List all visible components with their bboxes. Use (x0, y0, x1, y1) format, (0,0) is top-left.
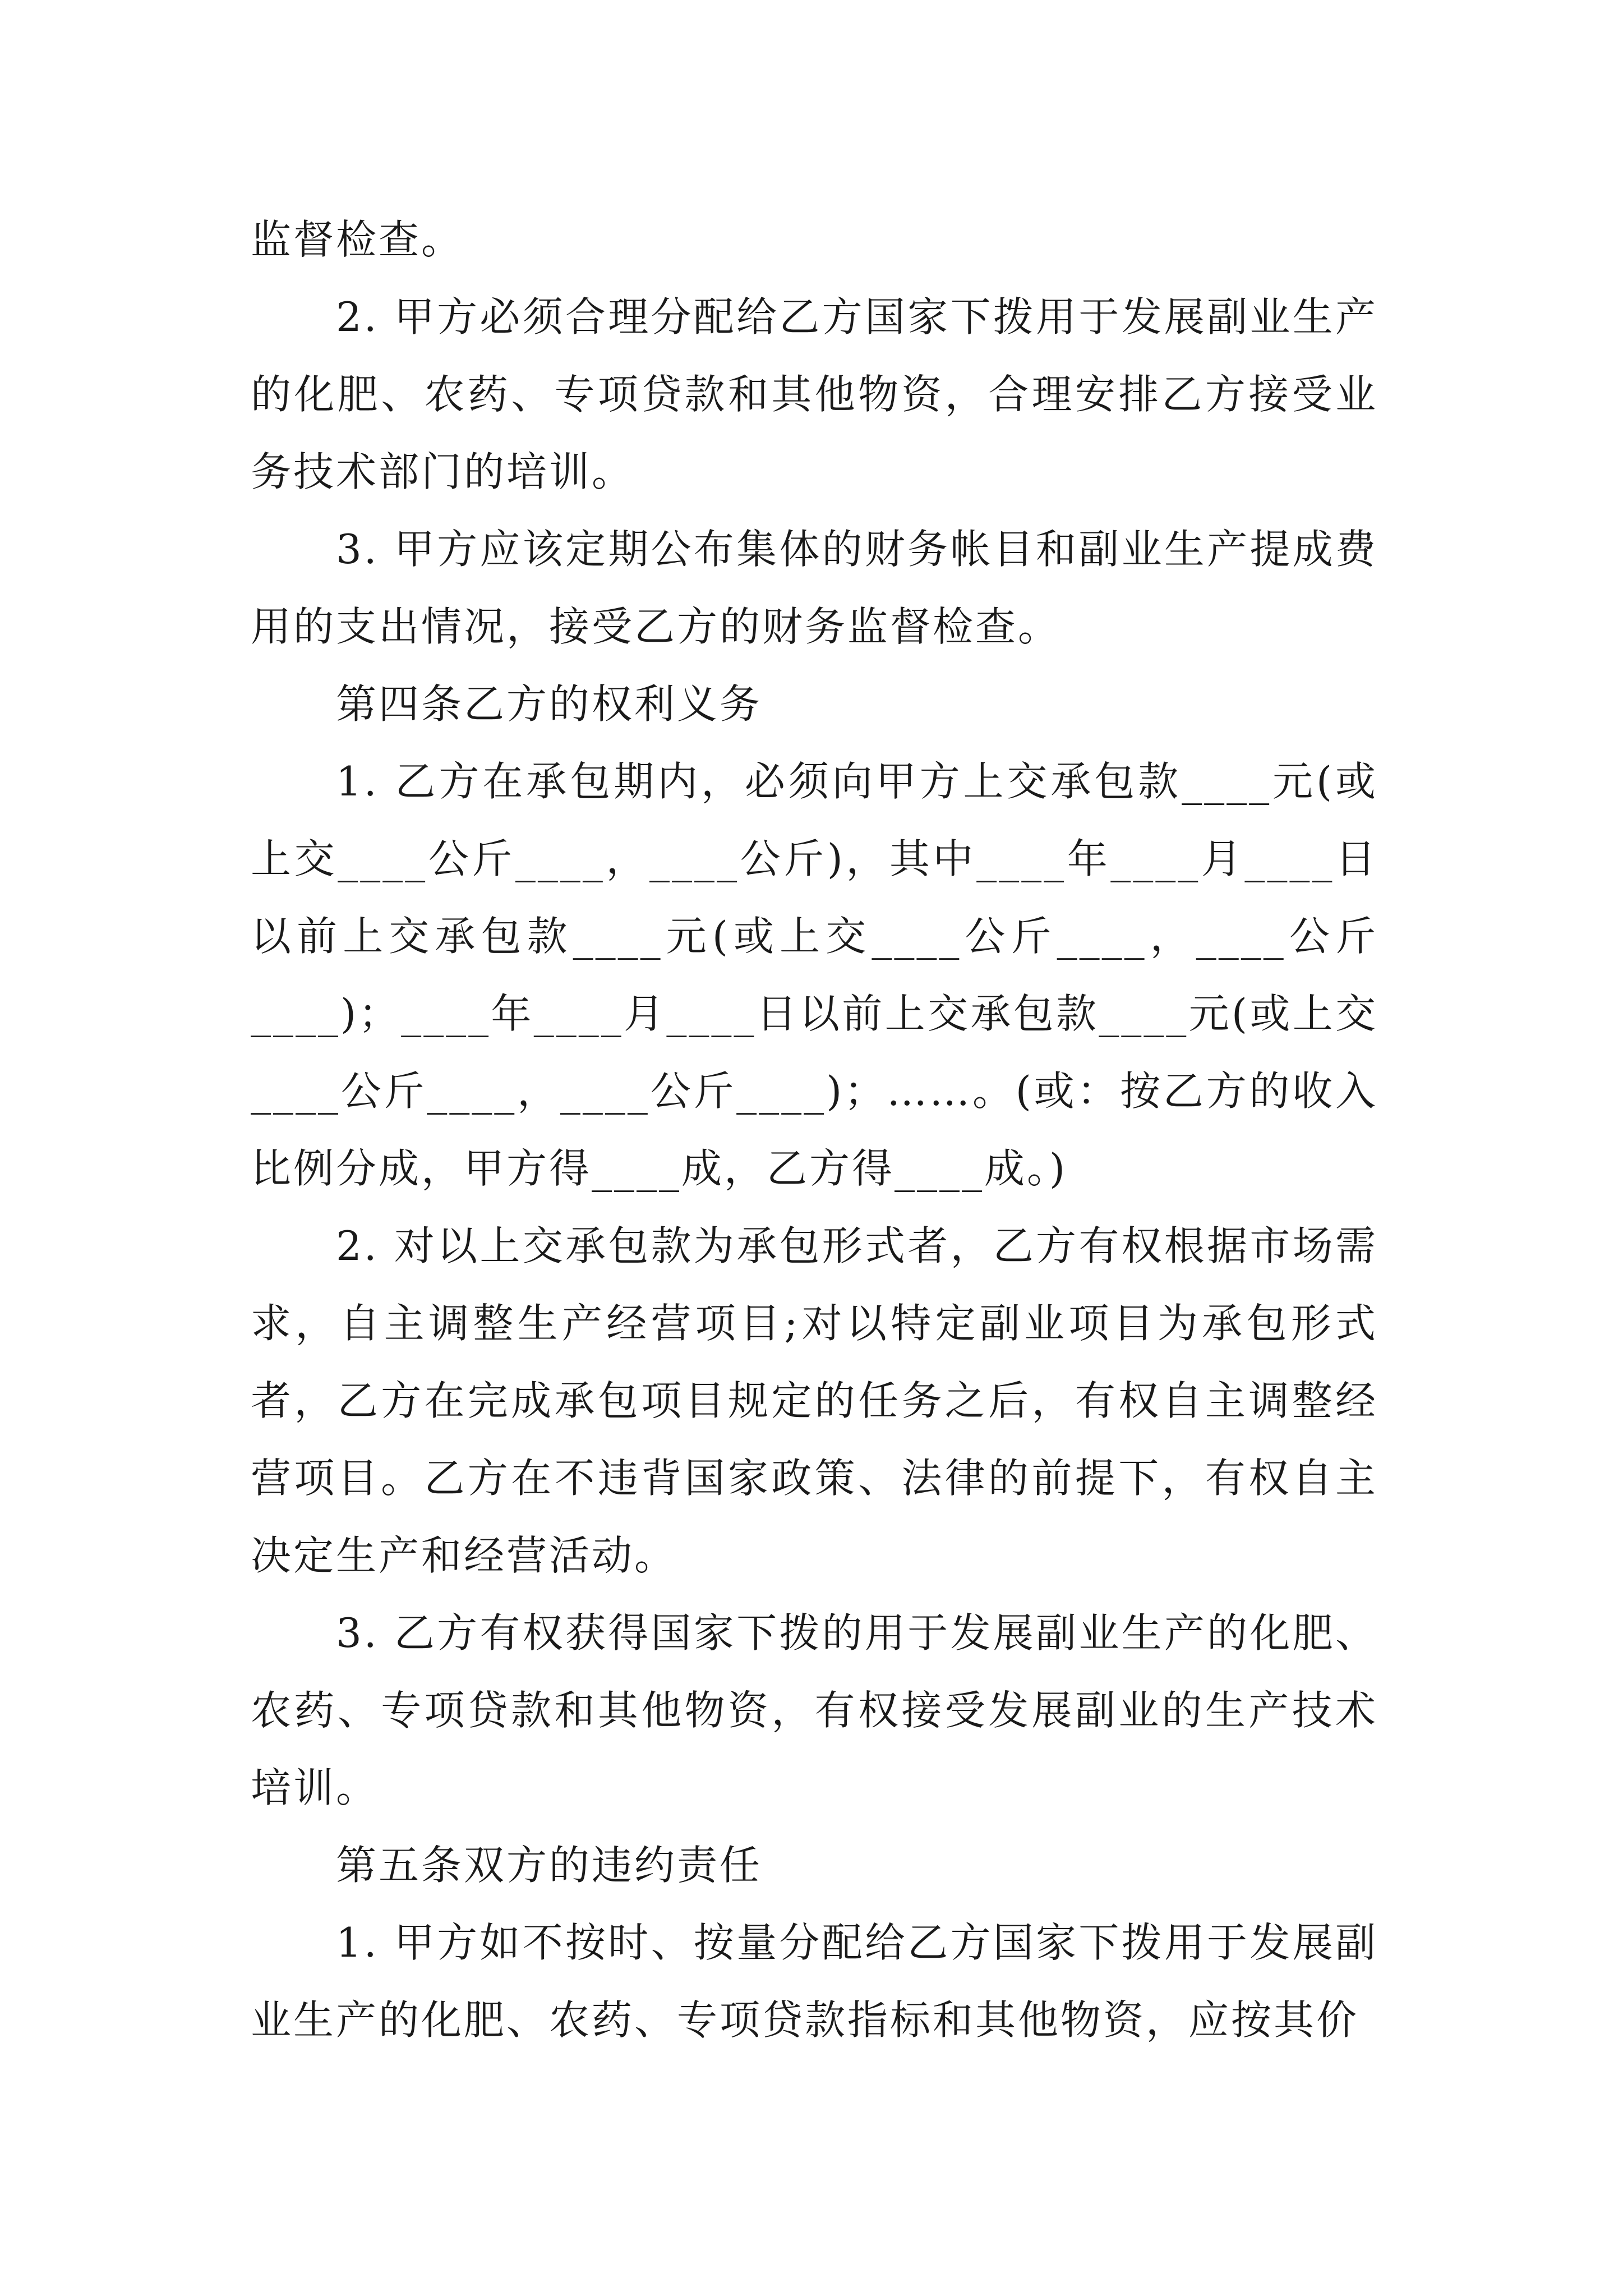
paragraph-article-4-item-2: 2. 对以上交承包款为承包形式者，乙方有权根据市场需求，自主调整生产经营项目;对以特定副业项目为承包形式者，乙方在完成承包项目规定的任务之后，有权自主调整经营项目。乙方在不违背国家政策、法律的前提下，有权自主决定生产和经营活动。 (251, 1222, 1378, 1579)
document-page (251, 201, 1378, 2059)
paragraph-continuation: 监督检查。 (251, 216, 464, 263)
paragraph-article-4-item-3: 3. 乙方有权获得国家下拨的用于发展副业生产的化肥、农药、专项贷款和其他物资，有权接受发展副业的生产技术培训。 (251, 1609, 1378, 1811)
paragraph-clause-3-item-2: 2. 甲方必须合理分配给乙方国家下拨用于发展副业生产的化肥、农药、专项贷款和其他物资，合理安排乙方接受业务技术部门的培训。 (251, 293, 1378, 495)
paragraph-article-4-item-1: 1. 乙方在承包期内，必须向甲方上交承包款____元(或上交____公斤____，____公斤)，其中____年____月____日以前上交承包款____元(或上交____公斤____，____公斤____)；____年____月____日以前上交承包款____元(或上交____公斤____，____公斤____)；……。(或：按乙方的收入比例分成，甲方得____成，乙方得____成。) (251, 758, 1378, 1192)
heading-article-5: 第五条双方的违约责任 (336, 1842, 763, 1889)
paragraph-clause-3-item-3: 3. 甲方应该定期公布集体的财务帐目和副业生产提成费用的支出情况，接受乙方的财务监督检查。 (251, 526, 1378, 650)
paragraph-article-5-item-1: 1. 甲方如不按时、按量分配给乙方国家下拨用于发展副业生产的化肥、农药、专项贷款指标和其他物资，应按其价 (251, 1919, 1378, 2044)
heading-article-4: 第四条乙方的权利义务 (336, 680, 763, 728)
